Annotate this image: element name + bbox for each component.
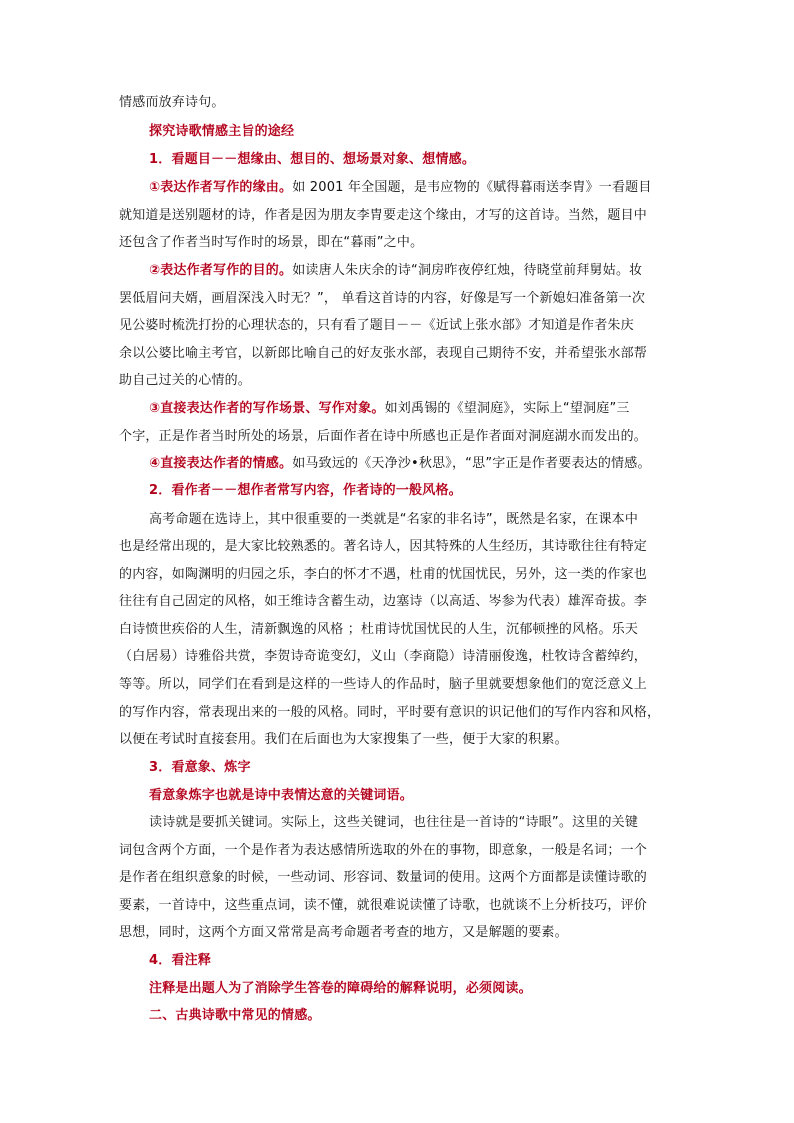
paragraph-line: 也是经常出现的，是大家比较熟悉的。著名诗人，因其特殊的人生经历，其诗歌往往有特定 — [119, 539, 648, 554]
paragraph-line: 的内容，如陶渊明的归园之乐，李白的怀才不遇，杜甫的忧国忧民，另外，这一类的作家也 — [119, 567, 648, 582]
paragraph-line: 白诗愤世疾俗的人生，清新飘逸的风格 ；杜甫诗忧国忧民的人生，沉郁顿挫的风格。乐天 — [119, 622, 639, 637]
paragraph-line: 的写作内容，常表现出来的一般的风格。同时，平时要有意识的识记他们的写作内容和风格， — [119, 705, 661, 720]
highlight-sentence: 注释是出题人为了消除学生答卷的障碍给的解释说明，必须阅读。 — [149, 981, 532, 996]
section-heading-2: 二、古典诗歌中常见的情感。 — [149, 1008, 321, 1023]
body-text: 如刘禹锡的《望洞庭》，实际上“望洞庭”三 — [384, 401, 630, 416]
paragraph-line: 往往有自己固定的风格，如王维诗含蓄生动，边塞诗（以高适、岑参为代表）雄浑奇拔。李 — [119, 594, 648, 609]
paragraph-line: 还包含了作者当时写作时的场景，即在“暮雨”之中。 — [119, 235, 424, 250]
paragraph-line: 词包含两个方面，一个是作者为表达感情所选取的外在的事物，即意象，一般是名词；一个 — [119, 843, 648, 858]
paragraph-line: 就知道是送别题材的诗，作者是因为朋友李胄要走这个缘由，才写的这首诗。当然，题目中 — [119, 208, 648, 223]
subheading-2: 2．看作者－－想作者常写内容，作者诗的一般风格。 — [149, 483, 462, 498]
body-text: 如马致远的《天净沙•秋思》，“思”字正是作者要表达的情感。 — [292, 456, 651, 471]
body-text: 情感而放弃诗句。 — [119, 95, 225, 110]
paragraph-line: 以便在考试时直接套用。我们在后面也为大家搜集了一些，便于大家的积累。 — [119, 732, 568, 747]
subheading-4: 4．看注释 — [149, 953, 212, 968]
point-label: ④直接表达作者的情感。 — [149, 456, 293, 471]
paragraph-line: 助自己过关的心情的。 — [119, 373, 252, 388]
subheading-3: 3．看意象、炼字 — [149, 760, 251, 775]
body-text: 如 2001 年全国题，是韦应物的《赋得暮雨送李胄》一看题目 — [292, 180, 652, 195]
paragraph-line: 读诗就是要抓关键词。实际上，这些关键词，也往往是一首诗的“诗眼”。这里的关键 — [149, 815, 639, 830]
paragraph-line: 余以公婆比喻主考官，以新郎比喻自己的好友张水部，表现自己期待不安，并希望张水部帮 — [119, 346, 648, 361]
paragraph-line: （白居易）诗雅俗共赏，李贺诗奇诡变幻，义山（李商隐）诗清丽俊逸，杜牧诗含蓄绰约， — [119, 649, 648, 664]
subheading-1: 1．看题目－－想缘由、想目的、想场景对象、想情感。 — [149, 152, 476, 167]
paragraph-line: 是作者在组织意象的时候，一些动词、形容词、数量词的使用。这两个方面都是读懂诗歌的 — [119, 870, 648, 885]
paragraph-line: 思想，同时，这两个方面又常常是高考命题者考查的地方，又是解题的要素。 — [119, 925, 568, 940]
paragraph-line: 等等。所以，同学们在看到是这样的一些诗人的作品时，脑子里就要想象他们的宽泛意义上 — [119, 677, 648, 692]
point-label: ③直接表达作者的写作场景、写作对象。 — [149, 401, 385, 416]
paragraph-line — [149, 179, 652, 197]
paragraph-line: 个字，正是作者当时所处的场景，后面作者在诗中所感也正是作者面对洞庭湖水而发出的。 — [119, 429, 648, 444]
paragraph-line — [149, 262, 642, 280]
section-heading: 探究诗歌情感主旨的途经 — [149, 124, 295, 139]
paragraph-line — [149, 400, 630, 418]
body-text: 如读唐人朱庆余的诗“洞房昨夜停红烛，待晓堂前拜舅姑。妆 — [292, 263, 643, 278]
paragraph-line: 要素，一首诗中，这些重点词，读不懂，就很难说读懂了诗歌，也就谈不上分析技巧，评价 — [119, 898, 648, 913]
point-label: ②表达作者写作的目的。 — [149, 263, 293, 278]
paragraph-line — [119, 94, 225, 112]
paragraph-line: 高考命题在选诗上，其中很重要的一类就是“名家的非名诗”，既然是名家，在课本中 — [149, 512, 639, 527]
highlight-sentence: 看意象炼字也就是诗中表情达意的关键词语。 — [149, 788, 414, 803]
point-label: ①表达作者写作的缘由。 — [149, 180, 293, 195]
paragraph-line: 见公婆时梳洗打扮的心理状态的，只有看了题目－－《近试上张水部》才知道是作者朱庆 — [119, 318, 634, 333]
paragraph-line: 罢低眉问夫婿，画眉深浅入时无？”， 单看这首诗的内容，好像是写一个新媳妇准备第一次 — [119, 291, 646, 306]
paragraph-line — [149, 455, 651, 473]
